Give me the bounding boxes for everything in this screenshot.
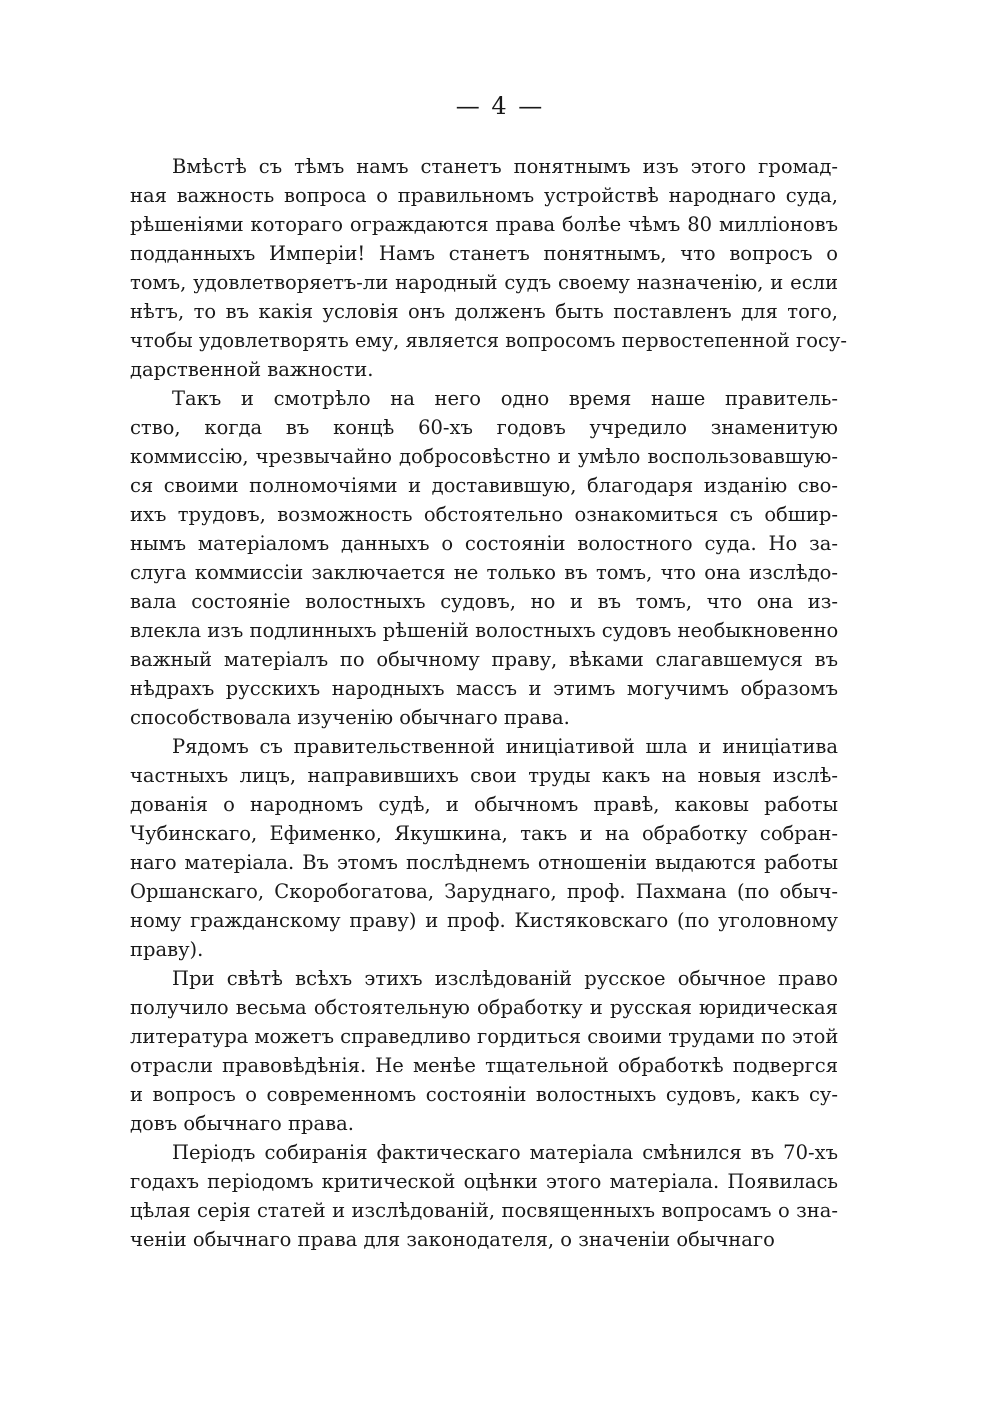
paragraph <box>130 1138 838 1254</box>
text-line: праву). <box>130 938 204 961</box>
text-line: коммиссію, чрезвычайно добросовѣстно и умѣло воспользовавшую- <box>130 445 838 468</box>
text-line: способствовала изученію обычнаго права. <box>130 706 570 729</box>
text-line: важный матеріалъ по обычному праву, вѣками слагавшемуся въ <box>130 648 838 671</box>
text-line: Оршанскаго, Скоробогатова, Заруднаго, проф. Пахмана (по обыч- <box>130 880 838 903</box>
text-line: нымъ матеріаломъ данныхъ о состояніи волостного суда. Но за- <box>130 532 838 555</box>
text-line: вала состояніе волостныхъ судовъ, но и въ томъ, что она из- <box>130 590 838 613</box>
text-line: Рядомъ съ правительственной иниціативой шла и иниціатива <box>172 735 838 758</box>
text-line: чтобы удовлетворять ему, является вопросомъ первостепенной госу- <box>130 329 847 352</box>
text-line: ная важность вопроса о правильномъ устройствѣ народнаго суда, <box>130 184 838 207</box>
text-line: нѣтъ, то въ какія условія онъ долженъ быть поставленъ для того, <box>130 300 838 323</box>
text-line: дарственной важности. <box>130 358 374 381</box>
text-line: Періодъ собиранія фактическаго матеріала смѣнился въ 70-хъ <box>172 1141 838 1164</box>
text-line: ся своими полномочіями и доставившую, благодаря изданію сво- <box>130 474 838 497</box>
text-line: частныхъ лицъ, направившихъ свои труды какъ на новыя изслѣ- <box>130 764 838 787</box>
text-line: отрасли правовѣдѣнія. Не менѣе тщательной обработкѣ подвергся <box>130 1054 838 1077</box>
text-line: ихъ трудовъ, возможность обстоятельно ознакомиться съ обшир- <box>130 503 838 526</box>
body-text <box>130 152 847 1254</box>
text-line: Чубинскаго, Ефименко, Якушкина, такъ и на обработку собран- <box>130 822 838 845</box>
paragraph <box>130 732 838 964</box>
text-line: Такъ и смотрѣло на него одно время наше правитель- <box>172 387 838 410</box>
text-line: ство, когда въ концѣ 60-хъ годовъ учредило знаменитую <box>130 416 838 439</box>
text-line: рѣшеніями котораго ограждаются права болѣе чѣмъ 80 милліоновъ <box>130 213 838 236</box>
text-line: влекла изъ подлинныхъ рѣшеній волостныхъ судовъ необыкновенно <box>130 619 839 642</box>
page-number: — 4 — <box>455 92 545 120</box>
text-line: литература можетъ справедливо гордиться своими трудами по этой <box>130 1025 839 1048</box>
text-line: ченіи обычнаго права для законодателя, о значеніи обычнаго <box>130 1228 775 1251</box>
paragraph <box>130 384 838 732</box>
paragraph <box>130 964 838 1138</box>
text-line: наго матеріала. Въ этомъ послѣднемъ отношеніи выдаются работы <box>130 851 838 874</box>
text-line: дованія о народномъ судѣ, и обычномъ правѣ, каковы работы <box>130 793 838 816</box>
text-line: Вмѣстѣ съ тѣмъ намъ станетъ понятнымъ изъ этого громад- <box>172 155 838 178</box>
text-line: слуга коммиссіи заключается не только въ томъ, что она изслѣдо- <box>130 561 838 584</box>
text-line: годахъ періодомъ критической оцѣнки этого матеріала. Появилась <box>130 1170 838 1193</box>
text-line: подданныхъ Имперіи! Намъ станетъ понятнымъ, что вопросъ о <box>130 242 838 265</box>
text-line: ному гражданскому праву) и проф. Кистяковскаго (по уголовному <box>130 909 838 932</box>
paragraph <box>130 152 847 384</box>
text-line: нѣдрахъ русскихъ народныхъ массъ и этимъ могучимъ образомъ <box>130 677 838 700</box>
text-line: довъ обычнаго права. <box>130 1112 354 1135</box>
text-line: цѣлая серія статей и изслѣдованій, посвященныхъ вопросамъ о зна- <box>130 1199 838 1222</box>
text-line: томъ, удовлетворяетъ-ли народный судъ своему назначенію, и если <box>130 271 838 294</box>
text-line: При свѣтѣ всѣхъ этихъ изслѣдованій русское обычное право <box>172 967 838 990</box>
text-line: получило весьма обстоятельную обработку и русская юридическая <box>130 996 838 1019</box>
text-line: и вопросъ о современномъ состояніи волостныхъ судовъ, какъ су- <box>130 1083 838 1106</box>
